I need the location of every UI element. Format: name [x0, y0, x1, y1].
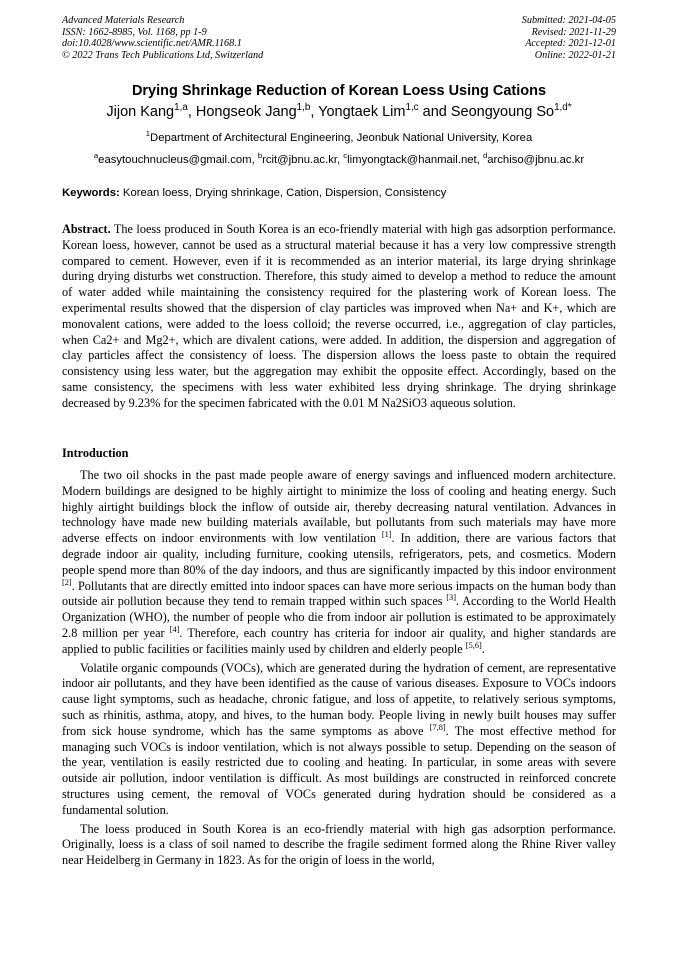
keywords [62, 187, 616, 199]
paragraph-text: The two oil shocks in the past made people aware of energy savings and influenced modern architecture. Modern buildings are designed to be highly airtight to minimize the loss of cooling and heating energy. Such highly airtight buildings block the inflow of outside air, thereby decreasing natural ventilation. Advances in technology have made new building materials available, but pollutants from such materials may have more adverse effects on indoor environments with low ventilation [62, 468, 616, 546]
email-address[interactable]: limyongtack@hanmail.net [347, 154, 477, 166]
email-mark: b [257, 151, 263, 161]
citation[interactable]: [2] [62, 577, 72, 587]
email-address[interactable]: easytouchnucleus@gmail.com [98, 154, 252, 166]
paragraph [62, 661, 616, 819]
email-address[interactable]: rcit@jbnu.ac.kr [262, 154, 338, 166]
abstract [62, 222, 616, 412]
keywords-text: Korean loess, Drying shrinkage, Cation, Dispersion, Consistency [119, 187, 447, 199]
author-separator: , [310, 104, 319, 120]
affiliation-text: Department of Architectural Engineering, Jeonbuk National University, Korea [150, 132, 533, 144]
author-separator: and [418, 104, 451, 120]
online-date: Online: 2022-01-21 [534, 50, 616, 62]
paragraph-text: Volatile organic compounds (VOCs), which are generated during the hydration of cement, are representative indoor air pollutants, and they have been identified as the cause of various diseases. Exposure to VOCs indoors cause light symptoms, such as headache, chronic fatigue, and loss of appetite, to relatively serious symptoms, such as rhinitis, asthma, atopy, and hives, to the human body. People living in newly built houses may suffer from sick house syndrome, which has the same symptoms as above [62, 660, 616, 738]
email-address[interactable]: archiso@jbnu.ac.kr [487, 154, 585, 166]
submitted-date: Submitted: 2021-04-05 [521, 15, 616, 26]
email-list [0, 151, 678, 166]
citation[interactable]: [1] [381, 530, 392, 540]
revised-date: Revised: 2021-11-29 [531, 26, 616, 38]
author-name: Yongtaek Lim [318, 104, 406, 120]
author-name: Seongyoung So [450, 104, 555, 120]
paragraph-text: . In addition, there are various factors that degrade indoor air quality, including furniture, cooking utensils, refrigerators, pets, and cosmetics. Modern people spend more than 80% of the day indoors, and thus are significantly impacted by this indoor environment [62, 531, 616, 577]
email-mark: d [482, 151, 488, 161]
paper-title: Drying Shrinkage Reduction of Korean Loess Using Cations [131, 83, 547, 99]
citation[interactable]: [7,8] [429, 722, 446, 732]
author-list [0, 104, 678, 120]
accepted-date: Accepted: 2021-12-01 [525, 38, 616, 50]
paragraph [62, 468, 616, 658]
paragraph [62, 822, 616, 869]
email-separator: , [476, 154, 483, 166]
paragraph-text: . Therefore, each country has criteria for indoor air quality, and higher standards are applied to public facilities or facilities mainly used by children and elderly people [62, 625, 616, 656]
doi-line[interactable]: doi:10.4028/www.scientific.net/AMR.1168.1 [62, 38, 242, 50]
issn-line: ISSN: 1662-8985, Vol. 1168, pp 1-9 [62, 26, 207, 38]
paragraph-text: The loess produced in South Korea is an eco-friendly material with high gas adsorption performance. Originally, loess is a class of soil named to describe the fragile sediment formed along the Rhine River valley near Heidelberg in Germany in 1823. As for the origin of loess in the world, [62, 821, 616, 868]
author-affil-mark: 1,a [174, 102, 188, 114]
author-affil-mark: 1,d* [554, 102, 572, 114]
abstract-label: Abstract. [62, 222, 111, 236]
paragraph-text: . Pollutants that are directly emitted into indoor spaces can have more serious impacts on the human body than outside air pollution because they tend to remain trapped within such spaces [62, 578, 616, 609]
journal-name: Advanced Materials Research [62, 15, 185, 26]
paragraph-text: . [481, 641, 485, 656]
citation[interactable]: [4] [169, 624, 180, 634]
author-separator: , [187, 104, 196, 120]
abstract-text: The loess produced in South Korea is an eco-friendly material with high gas adsorption performance. Korean loess, however, cannot be used as a structural material because it has a very low compressive strength compared to cement. However, even if it is recommended as an interior material, its large drying shrinkage during drying disturbs wet construction. Therefore, this study aimed to develop a method to reduce the amount of water added while maintaining the consistency required for the plastering work of Korean loess. The experimental results showed that the dispersion of clay particles was improved when Na+ and K+, which are monovalent cations, were added to the loess colloid; the reverse occurred, i.e., aggregation of clay particles, when Ca2+ and Mg2+, which are divalent cations, were added. In addition, the dispersion and aggregation of clay particles affect the consistency of loess. The dispersion allows the loess paste to obtain the required consistency using less water, but the aggregation may exhibit the opposite effect. Accordingly, based on the same consistency, the specimens with less water exhibited less drying shrinkage. The drying shrinkage decreased by 9.23% for the specimen fabricated with the 0.01 M Na2SiO3 aqueous solution. [62, 222, 616, 410]
publication-dates [522, 15, 616, 62]
affiliation [0, 129, 678, 144]
copyright-line: © 2022 Trans Tech Publications Ltd, Switzerland [62, 50, 264, 62]
citation[interactable]: [5,6] [465, 640, 482, 650]
author-name: Hongseok Jang [195, 104, 297, 120]
paragraph-text: . According to the World Health Organization (WHO), the number of people who die from indoor air pollution is estimated to be approximately 2.8 million per year [62, 594, 616, 640]
email-mark: c [343, 151, 348, 161]
citation[interactable]: [3] [446, 593, 456, 603]
keywords-label: Keywords: [62, 187, 120, 199]
email-separator: , [337, 154, 344, 166]
affiliation-mark: 1 [145, 129, 151, 139]
section-heading: Introduction [62, 446, 129, 460]
email-mark: a [93, 151, 99, 161]
author-name: Jijon Kang [106, 104, 175, 120]
author-affil-mark: 1,c [405, 102, 419, 114]
journal-info [62, 15, 263, 62]
author-affil-mark: 1,b [296, 102, 311, 114]
paragraph-text: . The most effective method for managing such VOCs is indoor ventilation, which is not always possible to setup. Depending on the season of the year, ventilation is easily restricted due to cooling and heating. In particular, in some areas with severe outside air pollution, indoor ventilation is difficult. As most buildings are constructed in reinforced concrete structures using cement, the removal of VOCs generated during hydration should be considered as a fundamental solution. [62, 723, 616, 817]
email-separator: , [251, 154, 258, 166]
introduction-body [62, 468, 616, 869]
